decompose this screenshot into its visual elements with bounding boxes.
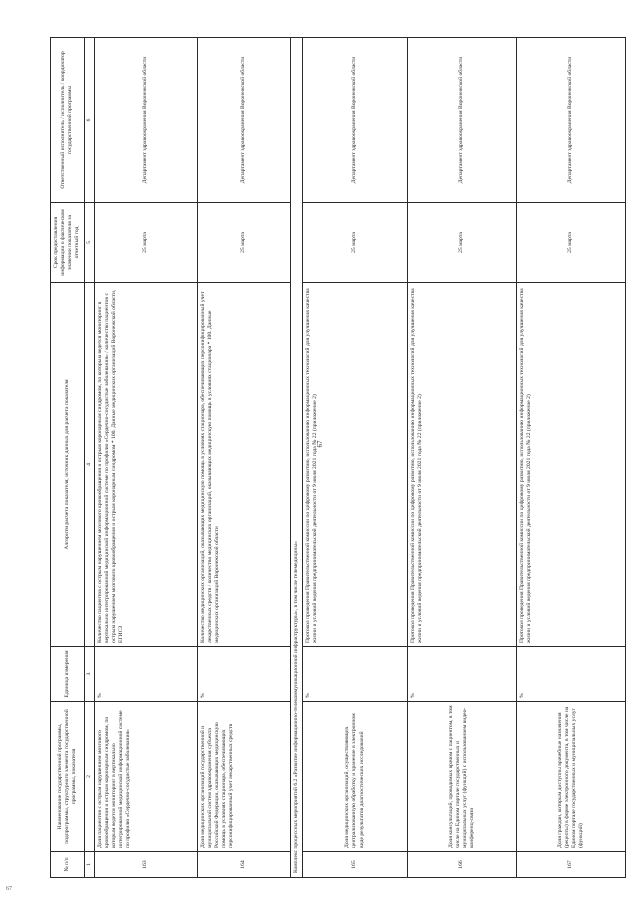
algorithm-cell: Протокол проведения Правительственной комиссии по цифровому развитию, использованию информационных технологий для улучшения качества жизни и условий ведения предпринимательской деятельности от 9 июля 2021 года № 22 (приложение 2)	[302, 283, 407, 647]
unit-cell: %	[407, 647, 516, 702]
index-cell: 2	[84, 702, 94, 852]
index-cell: 3	[84, 647, 94, 702]
responsible-cell: Департамент здравоохранения Воронежской области	[94, 38, 197, 203]
section-row	[290, 38, 302, 878]
deadline-cell: 25 марта	[94, 203, 197, 283]
indicator-name: Доля граждан, которым доступны врачебные назначения (рецепты) в форме электронного документа, в том числе на Едином портале государственных и муниципальных услуг (функций)	[516, 702, 625, 852]
responsible-cell: Департамент здравоохранения Воронежской области	[407, 38, 516, 203]
row-number: 166	[407, 852, 516, 878]
algorithm-cell: Количество медицинских организаций, оказывающих медицинскую помощь в условиях стационара, обеспечивающих персонифицированный учет лекарственных средств / количество медицинских организаций, оказывающих медицинскую помощь в условиях стационара * 100. Данные медицинских организаций Воронежской области	[197, 283, 290, 647]
column-index-row	[84, 38, 94, 878]
page-number: 67	[316, 440, 324, 448]
row-number: 164	[197, 852, 290, 878]
unit-cell: %	[94, 647, 197, 702]
table-row	[302, 38, 407, 878]
table-row	[407, 38, 516, 878]
deadline-cell: 25 марта	[302, 203, 407, 283]
unit-cell: %	[302, 647, 407, 702]
index-cell: 1	[84, 852, 94, 878]
table-header-row	[51, 38, 85, 878]
deadline-cell: 25 марта	[197, 203, 290, 283]
corner-mark: 67	[6, 886, 12, 892]
table-row	[516, 38, 625, 878]
index-cell: 4	[84, 283, 94, 647]
row-number: 165	[302, 852, 407, 878]
table-row	[94, 38, 197, 878]
unit-cell: %	[197, 647, 290, 702]
indicator-name: Доля консультаций, проводимых врачом с пациентом, в том числе на Едином портале государственных и муниципальных услуг (функций) с использованием видео-конференц-связи	[407, 702, 516, 852]
indicator-name: Доля медицинских организаций государственной и муниципальной систем здравоохранения субъекта Российской Федерации, оказывающих медицинскую помощь в условиях стационара, обеспечивающих персонифицированный учет лекарственных средств	[197, 702, 290, 852]
indicator-name: Доля пациентов с острым нарушением мозгового кровообращения и острым коронарным синдромом, по которым ведется мониторинг в вертикально интегрированной медицинской информационной системе по профилю «Сердечно-сосудистые заболевания»	[94, 702, 197, 852]
header-cell: № п/п	[51, 852, 85, 878]
header-cell: Алгоритм расчета показателя, источник данных для расчета показателя	[51, 283, 85, 647]
index-cell: 5	[84, 203, 94, 283]
section-title: Комплекс процессных мероприятий 6.2 «Развитие информационно-телекоммуникационной инфраструктуры», в том числе телемедицины»	[290, 38, 302, 878]
header-cell: Наименование государственной программы, подпрограммы, структурного элемента государственной программы, показателя	[51, 702, 85, 852]
header-cell: Ответственный исполнитель / исполнитель / координатор государственной программы	[51, 38, 85, 203]
responsible-cell: Департамент здравоохранения Воронежской области	[302, 38, 407, 203]
algorithm-cell: Протокол проведения Правительственной комиссии по цифровому развитию, использованию информационных технологий для улучшения качества жизни и условий ведения предпринимательской деятельности от 9 июля 2021 года № 22 (приложение 2)	[516, 283, 625, 647]
rotated-table-page	[50, 38, 640, 878]
row-number: 163	[94, 852, 197, 878]
unit-cell: %	[516, 647, 625, 702]
row-number: 167	[516, 852, 625, 878]
header-cell: Единица измерения	[51, 647, 85, 702]
header-cell: Срок предоставления информации о фактическом значении показателя за отчетный год	[51, 203, 85, 283]
deadline-cell: 25 марта	[407, 203, 516, 283]
indicator-name: Доля медицинских организаций, осуществляющих централизованную обработку и хранение в электронном виде результатов диагностических исследований	[302, 702, 407, 852]
algorithm-cell: Протокол проведения Правительственной комиссии по цифровому развитию, использованию информационных технологий для улучшения качества жизни и условий ведения предпринимательской деятельности от 9 июля 2021 года № 22 (приложение 2)	[407, 283, 516, 647]
table-row	[197, 38, 290, 878]
responsible-cell: Департамент здравоохранения Воронежской области	[197, 38, 290, 203]
index-cell: 6	[84, 38, 94, 203]
indicators-table	[50, 37, 626, 878]
responsible-cell: Департамент здравоохранения Воронежской области	[516, 38, 625, 203]
deadline-cell: 25 марта	[516, 203, 625, 283]
algorithm-cell: Количество пациентов с острым нарушением мозгового кровообращения и острым коронарным синдромом, по которым ведется мониторинг в вертикально интегрированной медицинской информационной системе по профилю «Сердечно-сосудистые заболевания» / количество пациентов с острым нарушением мозгового кровообращения и острым коронарным синдромом * 100. Данные медицинских организаций Воронежской области, ЕГИСЗ	[94, 283, 197, 647]
